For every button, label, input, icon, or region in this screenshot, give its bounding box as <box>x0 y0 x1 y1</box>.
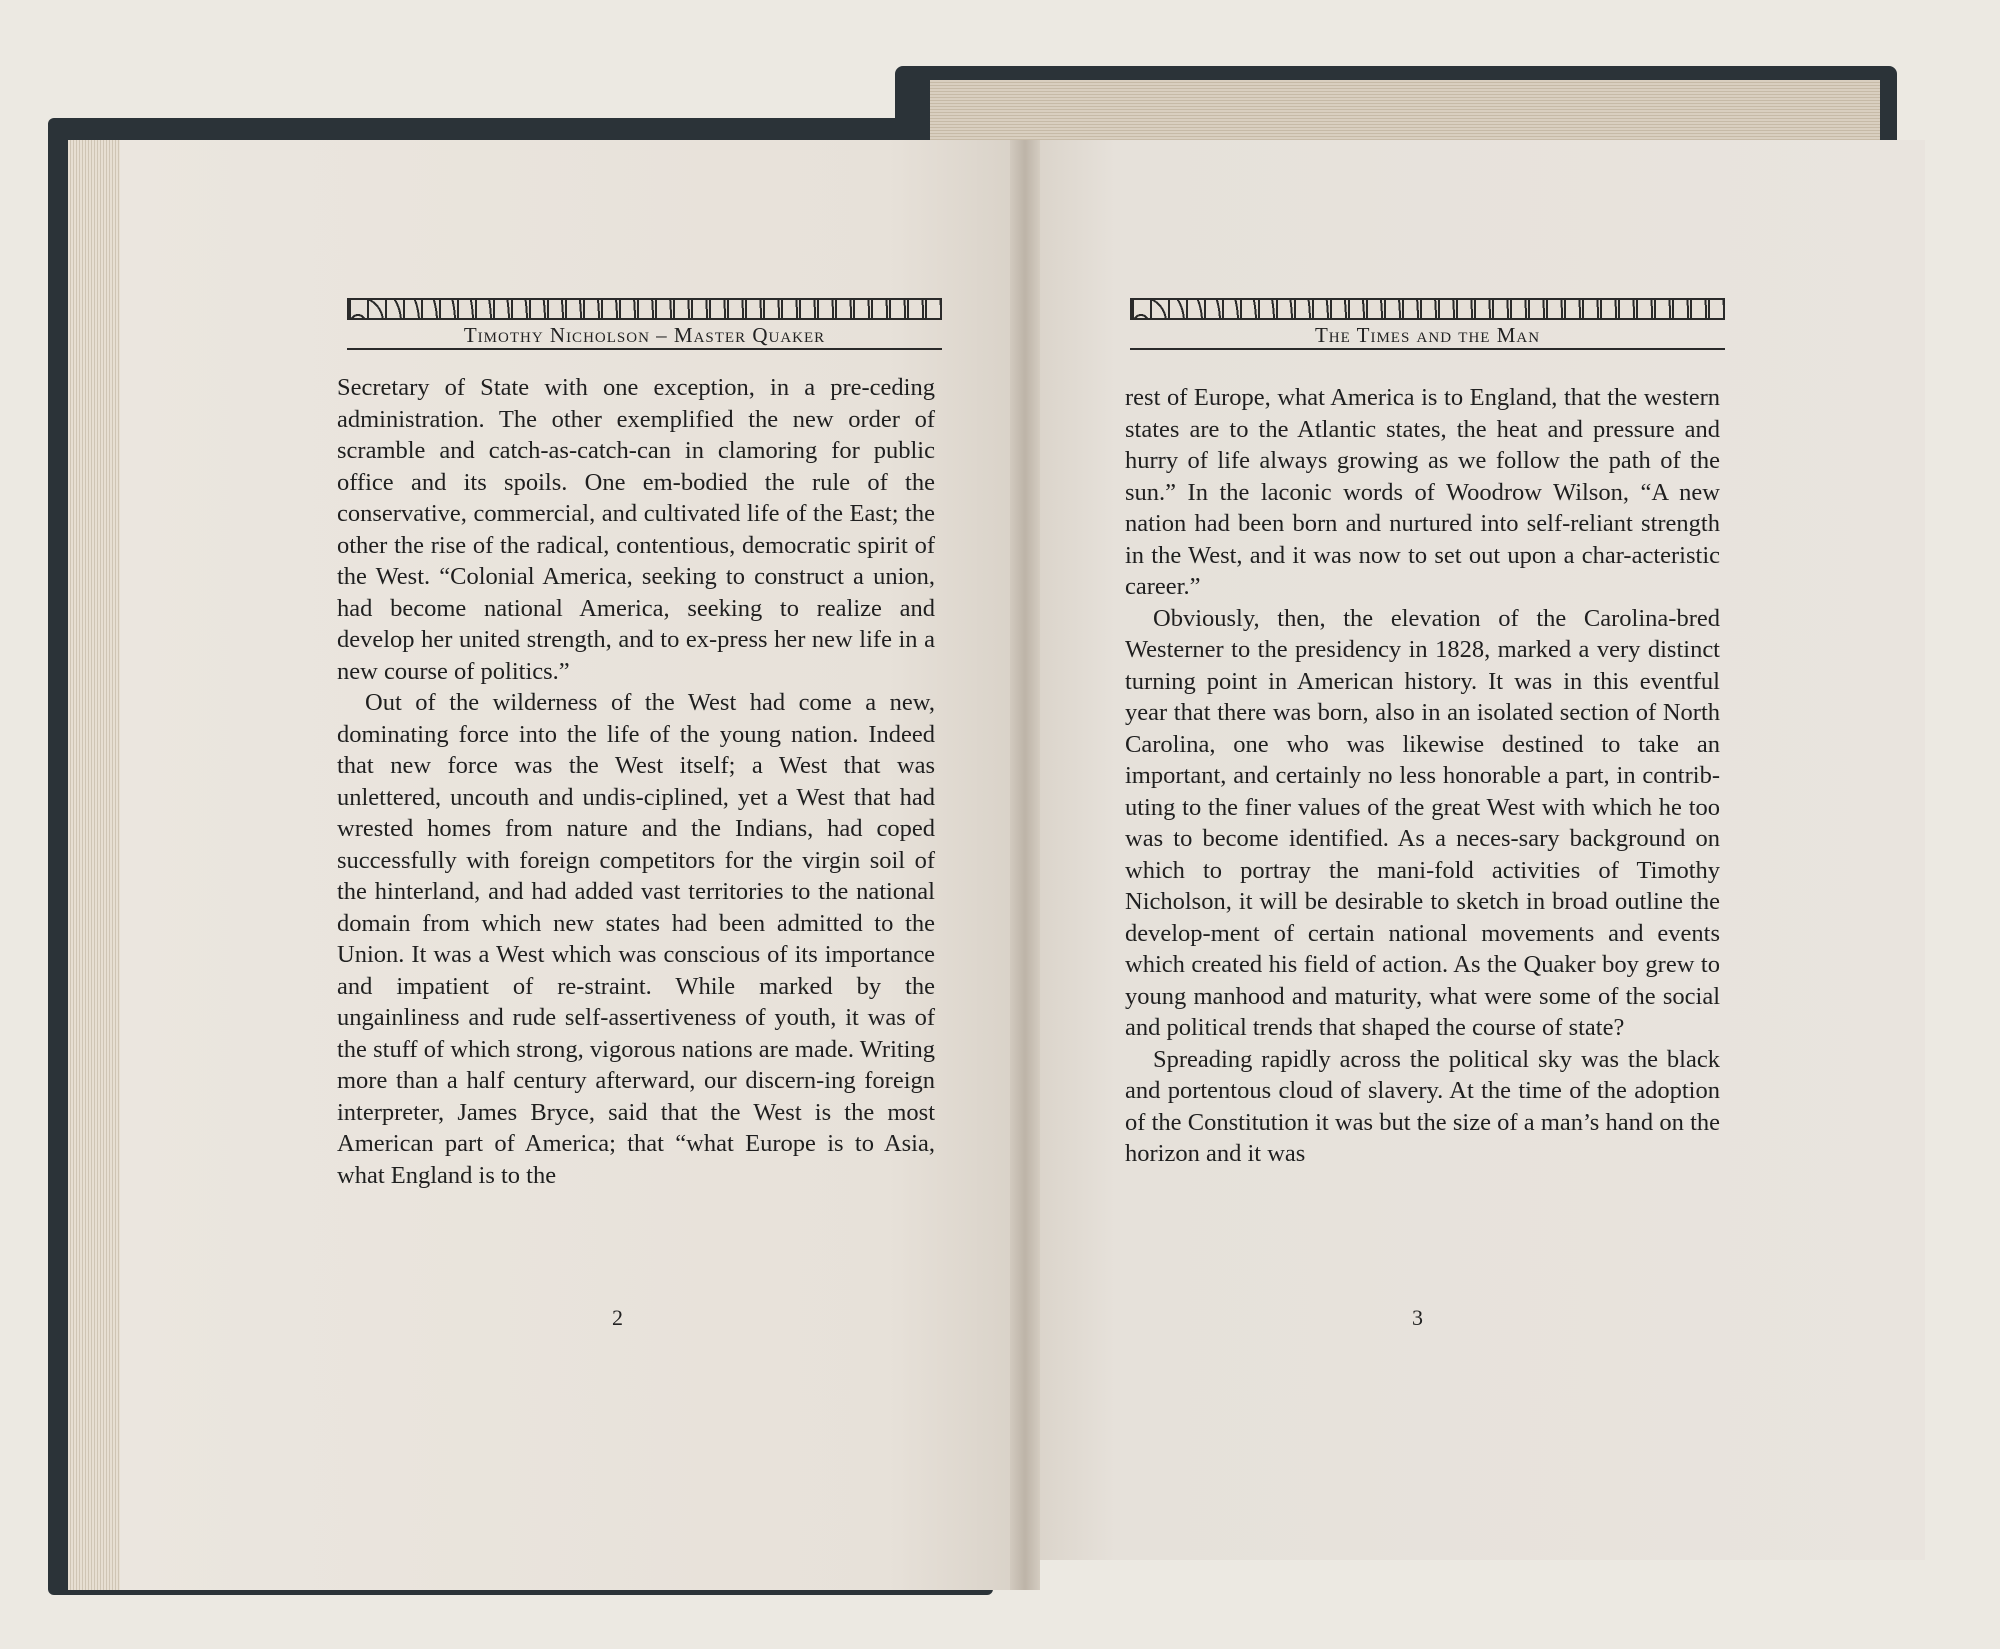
paragraph: rest of Europe, what America is to England, that the western states are to the Atlantic states, the heat and pressure and hurry of life always growing as we follow the path of the sun.” In the laconic words of Woodrow Wilson, “A new nation had been born and nurtured into self-reliant strength in the West, and it was now to set out upon a char-acteristic career.” <box>1125 384 1720 600</box>
right-page-number: 3 <box>1412 1305 1423 1330</box>
right-running-head: The Times and the Man <box>1130 320 1725 350</box>
paragraph: Secretary of State with one exception, in a pre-ceding administration. The other exemplified the new order of scramble and catch-as-catch-can in clamoring for public office and its spoils. One em-bodied the rule of the conservative, commercial, and cultivated life of the East; the other the rise of the radical, contentious, democratic spirit of the West. “Colonial America, seeking to construct a union, had become national America, seeking to realize and develop her united strength, and to ex-press her new life in a new course of politics.” <box>337 374 935 685</box>
left-page-text <box>337 372 935 1191</box>
page-edges-top <box>930 80 1880 144</box>
right-page-header <box>1130 298 1725 350</box>
left-page-header <box>347 298 942 350</box>
left-running-head: Timothy Nicholson – Master Quaker <box>347 320 942 350</box>
left-page-number: 2 <box>612 1305 623 1330</box>
paragraph: Out of the wilderness of the West had come a new, dominating force into the life of the young nation. Indeed that new force was the West itself; a West that was unlettered, uncouth and undis-ciplined, yet a West that had wrested homes from nature and the Indians, had coped successfully with foreign competitors for the virgin soil of the hinterland, and had added vast territories to the national domain from which new states had been admitted to the Union. It was a West which was conscious of its importance and impatient of re-straint. While marked by the ungainliness and rude self-assertiveness of youth, it was of the stuff of which strong, vigorous nations are made. Writing more than a half century afterward, our discern-ing foreign interpreter, James Bryce, said that the West is the most American part of America; that “what Europe is to Asia, what England is to the <box>337 689 935 1189</box>
paragraph: Spreading rapidly across the political sky was the black and portentous cloud of slavery. At the time of the adoption of the Constitution it was but the size of a man’s hand on the horizon and it was <box>1125 1045 1720 1167</box>
right-page-text <box>1125 382 1720 1170</box>
decorative-frieze <box>1130 298 1725 320</box>
paragraph: Obviously, then, the elevation of the Carolina-bred Westerner to the presidency in 1828, marked a very distinct turning point in American history. It was in this eventful year that there was born, also in an isolated section of North Carolina, one who was likewise destined to take an important, and certainly no less honorable a part, in contrib-uting to the finer values of the great West with which he too was to become identified. As a neces-sary background on which to portray the mani-fold activities of Timothy Nicholson, it will be desirable to sketch in broad outline the develop-ment of certain national movements and events which created his field of action. As the Quaker boy grew to young manhood and maturity, what were some of the social and political trends that shaped the course of state? <box>1125 604 1720 1041</box>
book-gutter <box>1010 140 1040 1590</box>
decorative-frieze <box>347 298 942 320</box>
